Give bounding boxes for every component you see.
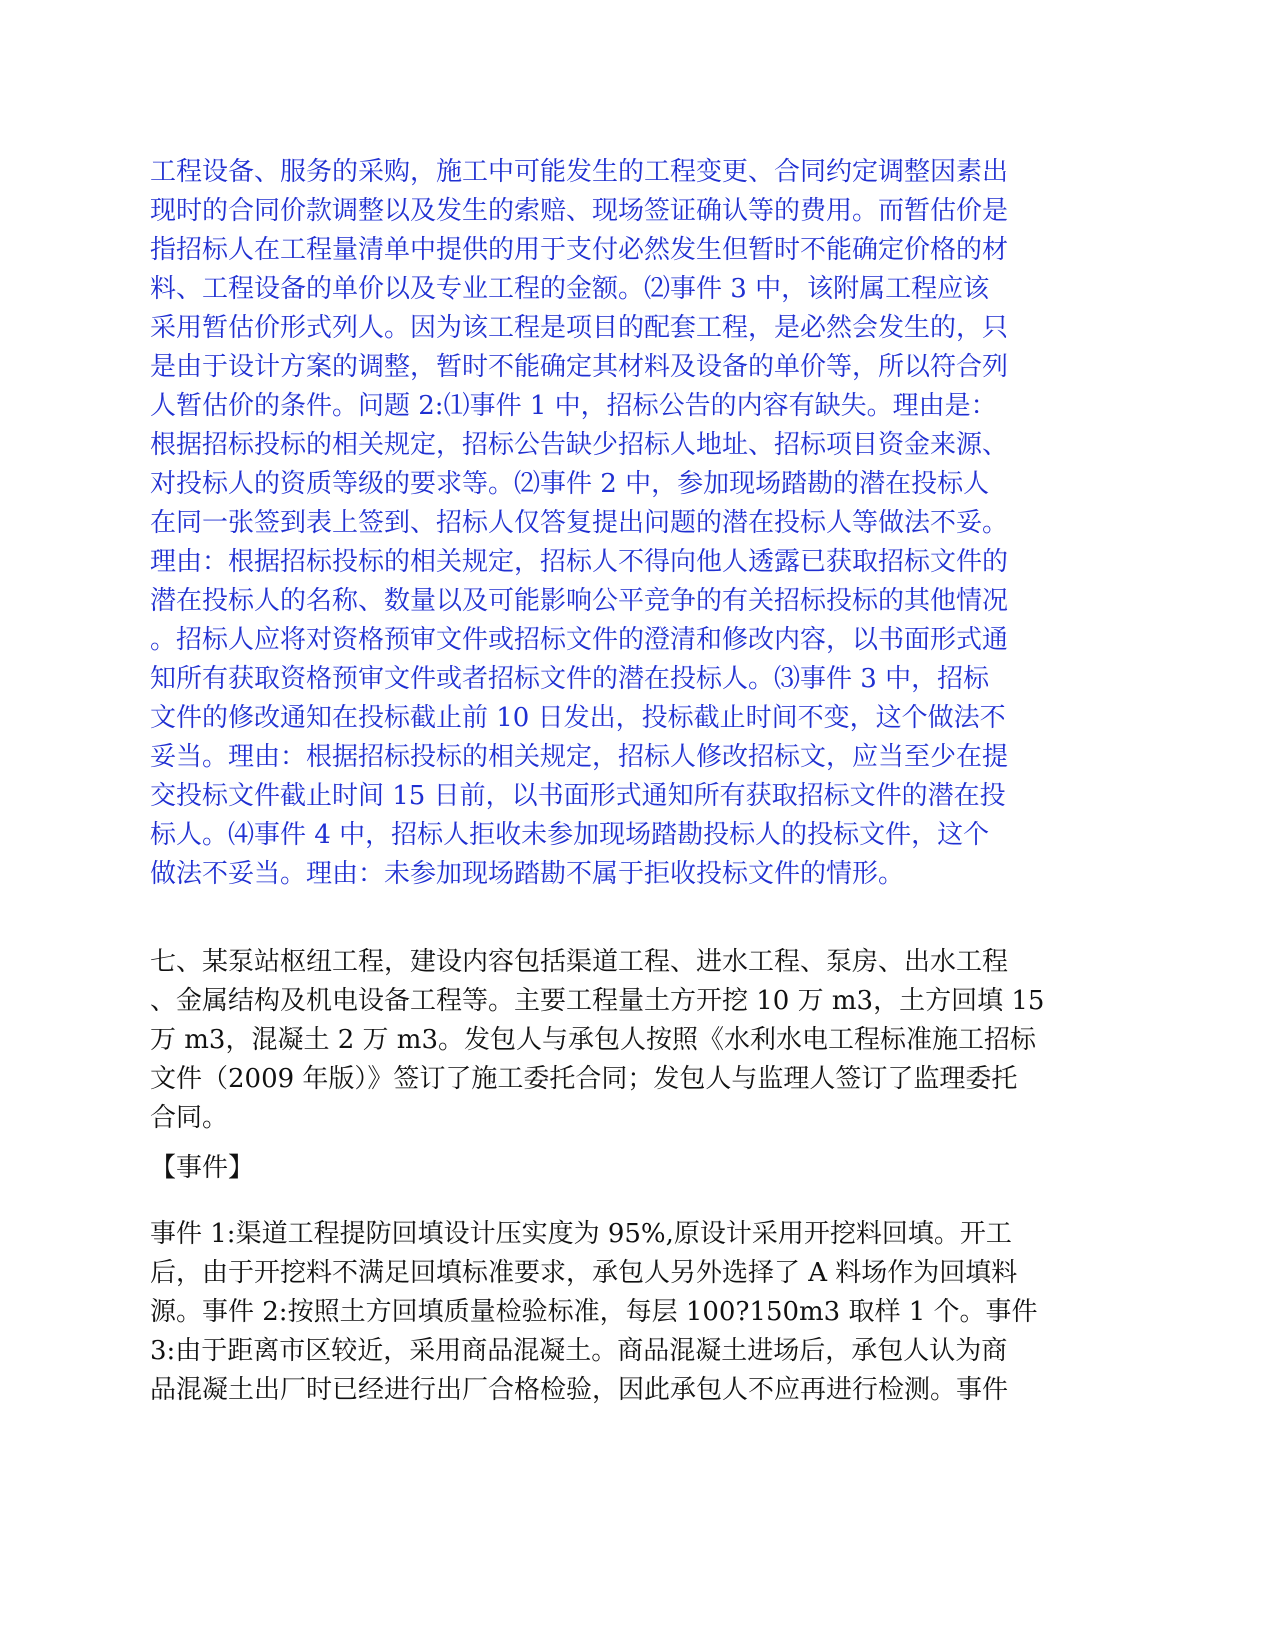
answer-line: 工程设备、服务的采购，施工中可能发生的工程变更、合同约定调整因素出: [150, 157, 1009, 187]
question-line: 七、某泵站枢纽工程，建设内容包括渠道工程、进水工程、泵房、出水工程: [150, 947, 1009, 977]
answer-line: 文件的修改通知在投标截止前 10 日发出，投标截止时间不变，这个做法不: [150, 703, 1006, 733]
answer-line: 理由：根据招标投标的相关规定，招标人不得向他人透露已获取招标文件的: [150, 547, 1009, 577]
answer-line: 妥当。理由：根据招标投标的相关规定，招标人修改招标文，应当至少在提: [150, 742, 1009, 772]
answer-line: 在同一张签到表上签到、招标人仅答复提出问题的潜在投标人等做法不妥。: [150, 508, 1009, 538]
question-paragraph: [150, 943, 1120, 1138]
answer-line: 料、工程设备的单价以及专业工程的金额。⑵事件 3 中，该附属工程应该: [150, 274, 990, 304]
answer-line: 交投标文件截止时间 15 日前，以书面形式通知所有获取招标文件的潜在投: [150, 781, 1006, 811]
events-heading: [150, 1149, 1120, 1188]
answer-paragraph: [150, 153, 1120, 894]
event-line: 源。事件 2:按照土方回填质量检验标准，每层 100?150m3 取样 1 个。事件: [150, 1297, 1038, 1327]
answer-line: 采用暂估价形式列人。因为该工程是项目的配套工程，是必然会发生的，只: [150, 313, 1009, 343]
question-line: 合同。: [150, 1103, 229, 1133]
events-heading-text: 【事件】: [150, 1153, 255, 1183]
answer-line: 对投标人的资质等级的要求等。⑵事件 2 中，参加现场踏勘的潜在投标人: [150, 469, 990, 499]
answer-line: 人暂估价的条件。问题 2:⑴事件 1 中，招标公告的内容有缺失。理由是：: [150, 391, 997, 421]
answer-line: 知所有获取资格预审文件或者招标文件的潜在投标人。⑶事件 3 中，招标: [150, 664, 990, 694]
event-line: 事件 1:渠道工程提防回填设计压实度为 95%,原设计采用开挖料回填。开工: [150, 1219, 1012, 1249]
answer-line: 做法不妥当。理由：未参加现场踏勘不属于拒收投标文件的情形。: [150, 859, 905, 889]
answer-line: 潜在投标人的名称、数量以及可能影响公平竞争的有关招标投标的其他情况: [150, 586, 1009, 616]
question-line: 、金属结构及机电设备工程等。主要工程量土方开挖 10 万 m3，土方回填 15: [150, 986, 1045, 1016]
answer-line: 标人。⑷事件 4 中，招标人拒收未参加现场踏勘投标人的投标文件，这个: [150, 820, 990, 850]
events-paragraph: [150, 1215, 1120, 1410]
answer-line: 是由于设计方案的调整，暂时不能确定其材料及设备的单价等，所以符合列: [150, 352, 1009, 382]
event-line: 3:由于距离市区较近，采用商品混凝土。商品混凝土进场后，承包人认为商: [150, 1336, 1008, 1366]
event-line: 品混凝土出厂时已经进行出厂合格检验，因此承包人不应再进行检测。事件: [150, 1375, 1009, 1405]
answer-line: 现时的合同价款调整以及发生的索赔、现场签证确认等的费用。而暂估价是: [150, 196, 1009, 226]
answer-line: 。招标人应将对资格预审文件或招标文件的澄清和修改内容，以书面形式通: [150, 625, 1009, 655]
answer-line: 根据招标投标的相关规定，招标公告缺少招标人地址、招标项目资金来源、: [150, 430, 1009, 460]
answer-line: 指招标人在工程量清单中提供的用于支付必然发生但暂时不能确定价格的材: [150, 235, 1009, 265]
question-line: 文件（2009 年版）》签订了施工委托合同；发包人与监理人签订了监理委托: [150, 1064, 1018, 1094]
question-line: 万 m3，混凝土 2 万 m3。发包人与承包人按照《水利水电工程标准施工招标: [150, 1025, 1036, 1055]
event-line: 后，由于开挖料不满足回填标准要求，承包人另外选择了 A 料场作为回填料: [150, 1258, 1018, 1288]
